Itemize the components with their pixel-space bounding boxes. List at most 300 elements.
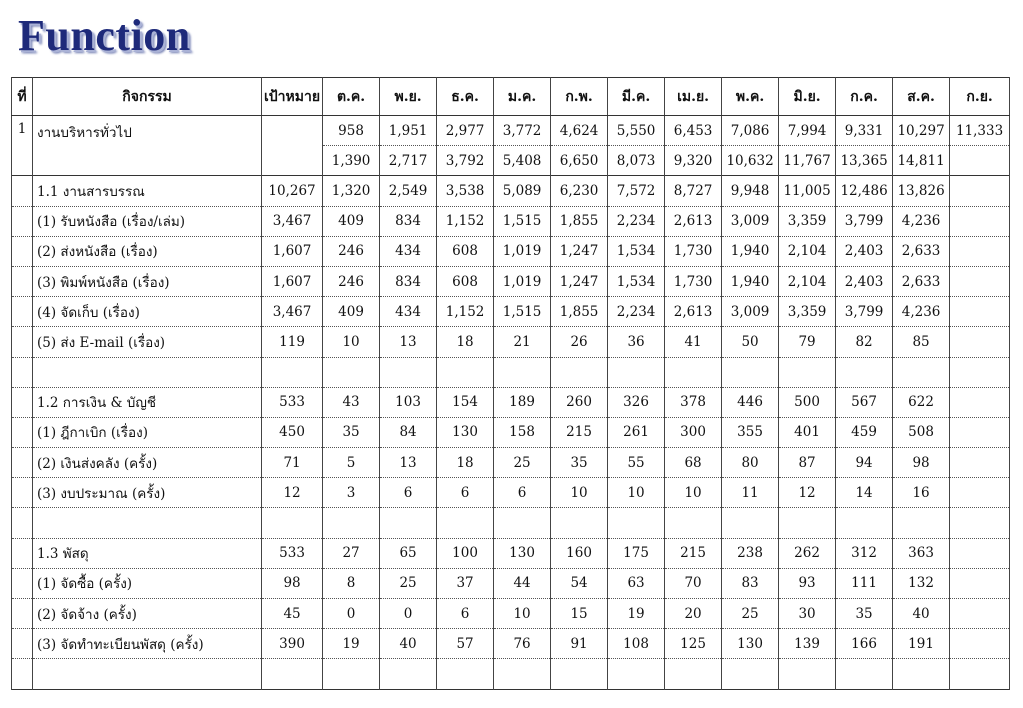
cell-value: 108 (608, 629, 665, 659)
cell-value (893, 508, 950, 538)
cell-value: 1,730 (665, 236, 722, 266)
cell-value: 622 (893, 387, 950, 417)
cell-value: 93 (779, 568, 836, 598)
cell-value: 6 (494, 478, 551, 508)
row-number (12, 417, 33, 447)
cell-value: 2,613 (665, 206, 722, 236)
cell-value: 326 (608, 387, 665, 417)
cell-value: 13 (380, 327, 437, 357)
cell-value: 111 (836, 568, 893, 598)
cell-value: 409 (323, 206, 380, 236)
row-activity-name: (3) งบประมาณ (ครั้ง) (33, 478, 262, 508)
row-number (12, 266, 33, 296)
cell-value: 10 (665, 478, 722, 508)
cell-value: 1,940 (722, 266, 779, 296)
cell-value (836, 508, 893, 538)
cell-value: 10,632 (722, 146, 779, 176)
cell-value: 100 (437, 538, 494, 568)
cell-value: 246 (323, 266, 380, 296)
cell-value: 567 (836, 387, 893, 417)
cell-value: 82 (836, 327, 893, 357)
cell-value: 94 (836, 448, 893, 478)
cell-value: 18 (437, 327, 494, 357)
cell-value: 1,855 (551, 297, 608, 327)
row-target: 119 (262, 327, 323, 357)
row-target: 533 (262, 387, 323, 417)
cell-value: 2,234 (608, 206, 665, 236)
header-month: เม.ย. (665, 78, 722, 116)
cell-value: 3,538 (437, 176, 494, 206)
cell-value: 103 (380, 387, 437, 417)
cell-value (437, 508, 494, 538)
row-number (12, 599, 33, 629)
cell-value: 15 (551, 599, 608, 629)
cell-value: 6 (437, 599, 494, 629)
cell-value: 6,650 (551, 146, 608, 176)
cell-value: 3 (323, 478, 380, 508)
cell-value: 260 (551, 387, 608, 417)
cell-value: 10,297 (893, 116, 950, 146)
row-target: 450 (262, 417, 323, 447)
cell-value: 130 (722, 629, 779, 659)
cell-value: 36 (608, 327, 665, 357)
cell-value: 25 (494, 448, 551, 478)
cell-value (551, 357, 608, 387)
cell-value: 3,009 (722, 206, 779, 236)
row-activity-name: (2) เงินส่งคลัง (ครั้ง) (33, 448, 262, 478)
cell-value: 1,320 (323, 176, 380, 206)
row-target (262, 116, 323, 176)
row-target: 10,267 (262, 176, 323, 206)
cell-value: 7,994 (779, 116, 836, 146)
cell-value: 1,855 (551, 206, 608, 236)
cell-value: 834 (380, 266, 437, 296)
row-target: 12 (262, 478, 323, 508)
cell-value: 26 (551, 327, 608, 357)
cell-value: 508 (893, 417, 950, 447)
cell-value: 87 (779, 448, 836, 478)
cell-value: 1,534 (608, 236, 665, 266)
row-target: 98 (262, 568, 323, 598)
row-activity-name (33, 659, 262, 689)
cell-value (950, 417, 1010, 447)
cell-value (608, 659, 665, 689)
cell-value: 2,977 (437, 116, 494, 146)
table-row (12, 448, 1010, 478)
cell-value (665, 508, 722, 538)
row-activity-name: (5) ส่ง E-mail (เรื่อง) (33, 327, 262, 357)
header-month: ม.ค. (494, 78, 551, 116)
cell-value: 2,234 (608, 297, 665, 327)
cell-value: 8,727 (665, 176, 722, 206)
cell-value (779, 659, 836, 689)
cell-value (380, 659, 437, 689)
cell-value (950, 327, 1010, 357)
row-number (12, 236, 33, 266)
cell-value: 43 (323, 387, 380, 417)
cell-value: 12 (779, 478, 836, 508)
cell-value: 175 (608, 538, 665, 568)
cell-value: 1,940 (722, 236, 779, 266)
cell-value: 312 (836, 538, 893, 568)
row-activity-name: (3) พิมพ์หนังสือ (เรื่อง) (33, 266, 262, 296)
cell-value: 0 (323, 599, 380, 629)
cell-value: 130 (437, 417, 494, 447)
cell-value: 55 (608, 448, 665, 478)
cell-value: 5,408 (494, 146, 551, 176)
cell-value (950, 266, 1010, 296)
function-table (11, 77, 1010, 690)
row-activity-name: (2) ส่งหนังสือ (เรื่อง) (33, 236, 262, 266)
cell-value (494, 508, 551, 538)
cell-value (950, 236, 1010, 266)
cell-value: 246 (323, 236, 380, 266)
row-activity-name: งานบริหารทั่วไป (33, 116, 262, 176)
row-activity-name: (1) รับหนังสือ (เรื่อง/เล่ม) (33, 206, 262, 236)
cell-value: 1,534 (608, 266, 665, 296)
cell-value (323, 357, 380, 387)
cell-value: 459 (836, 417, 893, 447)
row-target: 1,607 (262, 266, 323, 296)
row-target: 533 (262, 538, 323, 568)
row-number: 1 (12, 116, 33, 176)
row-activity-name: (1) จัดซื้อ (ครั้ง) (33, 568, 262, 598)
header-activity: กิจกรรม (33, 78, 262, 116)
row-activity-name (33, 508, 262, 538)
table-row (12, 266, 1010, 296)
cell-value: 2,403 (836, 236, 893, 266)
row-number (12, 387, 33, 417)
cell-value (893, 357, 950, 387)
cell-value: 13,365 (836, 146, 893, 176)
cell-value: 70 (665, 568, 722, 598)
header-month: ต.ค. (323, 78, 380, 116)
row-activity-name: (2) จัดจ้าง (ครั้ง) (33, 599, 262, 629)
cell-value: 3,799 (836, 297, 893, 327)
row-number (12, 659, 33, 689)
cell-value (950, 478, 1010, 508)
cell-value: 84 (380, 417, 437, 447)
header-month: ธ.ค. (437, 78, 494, 116)
row-target (262, 508, 323, 538)
row-activity-name: 1.1 งานสารบรรณ (33, 176, 262, 206)
cell-value: 83 (722, 568, 779, 598)
table-row (12, 327, 1010, 357)
cell-value: 1,515 (494, 297, 551, 327)
row-activity-name: (1) ฎีกาเบิก (เรื่อง) (33, 417, 262, 447)
cell-value (950, 508, 1010, 538)
cell-value: 11 (722, 478, 779, 508)
cell-value (950, 448, 1010, 478)
table-row (12, 357, 1010, 387)
cell-value: 44 (494, 568, 551, 598)
cell-value: 35 (836, 599, 893, 629)
cell-value (950, 387, 1010, 417)
cell-value: 6,230 (551, 176, 608, 206)
cell-value: 409 (323, 297, 380, 327)
cell-value: 434 (380, 297, 437, 327)
cell-value: 3,009 (722, 297, 779, 327)
cell-value: 262 (779, 538, 836, 568)
cell-value (950, 568, 1010, 598)
cell-value: 4,236 (893, 297, 950, 327)
cell-value: 54 (551, 568, 608, 598)
cell-value: 1,730 (665, 266, 722, 296)
cell-value: 1,247 (551, 236, 608, 266)
cell-value: 0 (380, 599, 437, 629)
row-number (12, 206, 33, 236)
row-target (262, 659, 323, 689)
cell-value: 12,486 (836, 176, 893, 206)
cell-value: 6 (437, 478, 494, 508)
cell-value: 378 (665, 387, 722, 417)
header-month: มี.ค. (608, 78, 665, 116)
row-number (12, 327, 33, 357)
row-number (12, 297, 33, 327)
header-target: เป้าหมาย (262, 78, 323, 116)
cell-value: 363 (893, 538, 950, 568)
header-month: มิ.ย. (779, 78, 836, 116)
table-row (12, 568, 1010, 598)
row-number (12, 538, 33, 568)
cell-value (836, 659, 893, 689)
row-number (12, 357, 33, 387)
cell-value: 608 (437, 266, 494, 296)
cell-value: 434 (380, 236, 437, 266)
cell-value (665, 659, 722, 689)
cell-value (494, 659, 551, 689)
row-number (12, 508, 33, 538)
cell-value: 63 (608, 568, 665, 598)
cell-value (722, 659, 779, 689)
cell-value (950, 297, 1010, 327)
cell-value: 139 (779, 629, 836, 659)
cell-value: 10 (608, 478, 665, 508)
cell-value: 41 (665, 327, 722, 357)
header-no: ที่ (12, 78, 33, 116)
row-activity-name (33, 357, 262, 387)
cell-value: 608 (437, 236, 494, 266)
cell-value: 91 (551, 629, 608, 659)
cell-value: 261 (608, 417, 665, 447)
table-row (12, 236, 1010, 266)
table-row (12, 659, 1010, 689)
cell-value (950, 357, 1010, 387)
cell-value (551, 659, 608, 689)
cell-value: 958 (323, 116, 380, 146)
cell-value: 14,811 (893, 146, 950, 176)
cell-value: 35 (323, 417, 380, 447)
cell-value: 19 (608, 599, 665, 629)
cell-value: 21 (494, 327, 551, 357)
cell-value: 1,951 (380, 116, 437, 146)
table-row (12, 629, 1010, 659)
header-month: ก.ย. (950, 78, 1010, 116)
cell-value: 27 (323, 538, 380, 568)
cell-value: 189 (494, 387, 551, 417)
table-row (12, 297, 1010, 327)
cell-value: 500 (779, 387, 836, 417)
cell-value: 160 (551, 538, 608, 568)
cell-value: 25 (380, 568, 437, 598)
table-row-main-1 (12, 116, 1010, 146)
cell-value: 3,792 (437, 146, 494, 176)
table-row (12, 206, 1010, 236)
row-target: 3,467 (262, 297, 323, 327)
cell-value: 6 (380, 478, 437, 508)
cell-value: 85 (893, 327, 950, 357)
header-month: ก.พ. (551, 78, 608, 116)
cell-value: 11,767 (779, 146, 836, 176)
row-target: 390 (262, 629, 323, 659)
cell-value (836, 357, 893, 387)
cell-value (551, 508, 608, 538)
cell-value: 50 (722, 327, 779, 357)
cell-value: 30 (779, 599, 836, 629)
table-header-row (12, 78, 1010, 116)
cell-value: 158 (494, 417, 551, 447)
cell-value: 130 (494, 538, 551, 568)
cell-value: 10 (323, 327, 380, 357)
cell-value: 166 (836, 629, 893, 659)
cell-value (494, 357, 551, 387)
cell-value: 300 (665, 417, 722, 447)
cell-value: 35 (551, 448, 608, 478)
cell-value: 98 (893, 448, 950, 478)
cell-value (608, 357, 665, 387)
cell-value: 1,152 (437, 297, 494, 327)
cell-value (665, 357, 722, 387)
cell-value: 20 (665, 599, 722, 629)
cell-value (608, 508, 665, 538)
table-row (12, 417, 1010, 447)
row-target: 1,607 (262, 236, 323, 266)
cell-value: 80 (722, 448, 779, 478)
cell-value: 65 (380, 538, 437, 568)
cell-value: 37 (437, 568, 494, 598)
cell-value: 1,019 (494, 236, 551, 266)
cell-value: 1,152 (437, 206, 494, 236)
row-activity-name: (3) จัดทำทะเบียนพัสดุ (ครั้ง) (33, 629, 262, 659)
table-row (12, 599, 1010, 629)
cell-value: 3,799 (836, 206, 893, 236)
row-target: 3,467 (262, 206, 323, 236)
row-activity-name: (4) จัดเก็บ (เรื่อง) (33, 297, 262, 327)
cell-value: 1,019 (494, 266, 551, 296)
row-target: 45 (262, 599, 323, 629)
cell-value: 215 (551, 417, 608, 447)
cell-value: 8 (323, 568, 380, 598)
cell-value: 40 (380, 629, 437, 659)
cell-value: 2,549 (380, 176, 437, 206)
cell-value (950, 629, 1010, 659)
cell-value (950, 176, 1010, 206)
cell-value: 3,359 (779, 206, 836, 236)
cell-value: 2,633 (893, 236, 950, 266)
cell-value: 2,403 (836, 266, 893, 296)
cell-value: 79 (779, 327, 836, 357)
cell-value: 5,550 (608, 116, 665, 146)
row-number (12, 568, 33, 598)
cell-value: 11,333 (950, 116, 1010, 146)
cell-value: 14 (836, 478, 893, 508)
cell-value: 191 (893, 629, 950, 659)
row-target (262, 357, 323, 387)
cell-value: 215 (665, 538, 722, 568)
cell-value: 3,772 (494, 116, 551, 146)
cell-value: 834 (380, 206, 437, 236)
cell-value: 1,390 (323, 146, 380, 176)
cell-value: 1,515 (494, 206, 551, 236)
cell-value: 2,717 (380, 146, 437, 176)
cell-value (950, 146, 1010, 176)
cell-value: 16 (893, 478, 950, 508)
cell-value: 9,331 (836, 116, 893, 146)
header-month: พ.ย. (380, 78, 437, 116)
row-activity-name: 1.2 การเงิน & บัญชี (33, 387, 262, 417)
cell-value: 446 (722, 387, 779, 417)
cell-value: 2,104 (779, 266, 836, 296)
header-month: ก.ค. (836, 78, 893, 116)
cell-value: 4,236 (893, 206, 950, 236)
cell-value (779, 357, 836, 387)
header-month: พ.ค. (722, 78, 779, 116)
cell-value: 7,086 (722, 116, 779, 146)
cell-value: 13,826 (893, 176, 950, 206)
cell-value: 40 (893, 599, 950, 629)
cell-value: 25 (722, 599, 779, 629)
cell-value: 68 (665, 448, 722, 478)
cell-value: 154 (437, 387, 494, 417)
cell-value: 3,359 (779, 297, 836, 327)
cell-value (437, 659, 494, 689)
row-number (12, 629, 33, 659)
cell-value (950, 659, 1010, 689)
cell-value: 4,624 (551, 116, 608, 146)
cell-value: 7,572 (608, 176, 665, 206)
cell-value (893, 659, 950, 689)
cell-value: 9,948 (722, 176, 779, 206)
cell-value: 401 (779, 417, 836, 447)
cell-value: 8,073 (608, 146, 665, 176)
cell-value: 19 (323, 629, 380, 659)
row-activity-name: 1.3 พัสดุ (33, 538, 262, 568)
header-month: ส.ค. (893, 78, 950, 116)
row-number (12, 448, 33, 478)
cell-value: 57 (437, 629, 494, 659)
cell-value: 355 (722, 417, 779, 447)
cell-value (950, 538, 1010, 568)
cell-value: 238 (722, 538, 779, 568)
cell-value: 132 (893, 568, 950, 598)
cell-value (950, 206, 1010, 236)
cell-value: 10 (494, 599, 551, 629)
row-number (12, 176, 33, 206)
cell-value: 2,633 (893, 266, 950, 296)
table-row (12, 538, 1010, 568)
cell-value: 6,453 (665, 116, 722, 146)
cell-value: 2,613 (665, 297, 722, 327)
cell-value (722, 508, 779, 538)
cell-value (722, 357, 779, 387)
cell-value: 10 (551, 478, 608, 508)
cell-value (437, 357, 494, 387)
cell-value: 9,320 (665, 146, 722, 176)
cell-value: 1,247 (551, 266, 608, 296)
cell-value (380, 508, 437, 538)
table-row (12, 508, 1010, 538)
cell-value (323, 508, 380, 538)
